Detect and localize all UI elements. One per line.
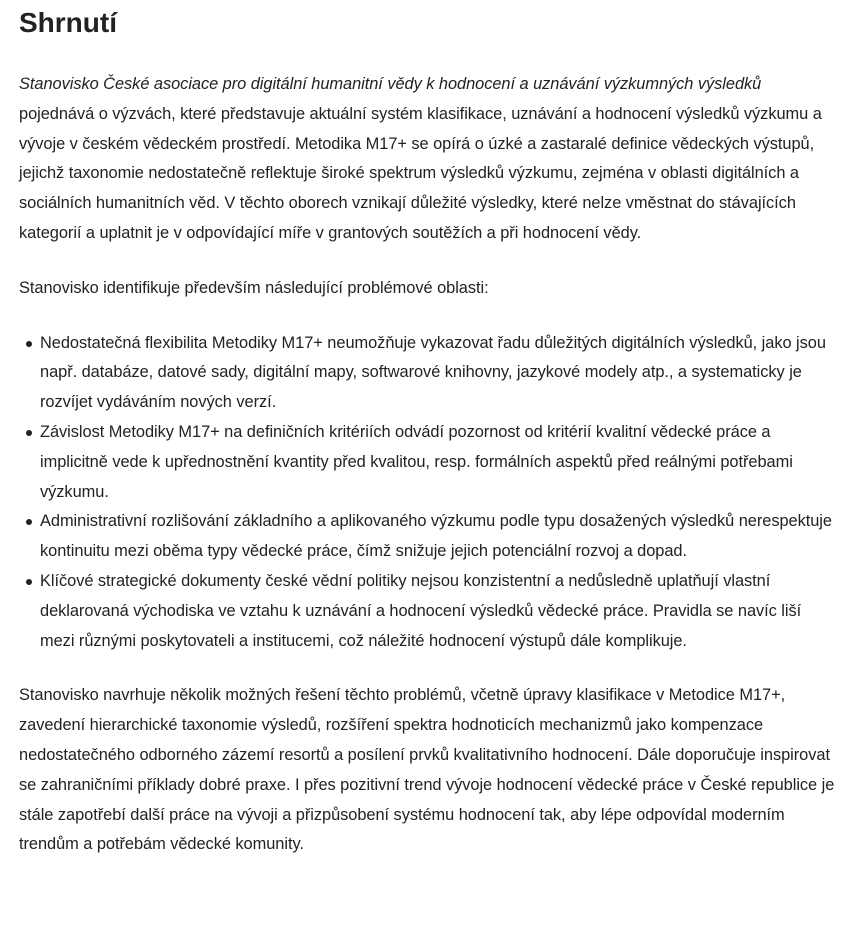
bullet-icon <box>26 519 32 525</box>
list-item-text: Nedostatečná flexibilita Metodiky M17+ neumožňuje vykazovat řadu důležitých digitálních výsledků, jako jsou např. databáze, datové sady, digitální mapy, softwarové knihovny, jazykové modely atp., a systematicky je rozvíjet vydáváním nových verzí. <box>40 333 826 412</box>
list-item-text: Závislost Metodiky M17+ na definičních kritériích odvádí pozornost od kritérií kvalitní vědecké práce a implicitně vede k upřednostnění kvantity před kvalitou, resp. formálních aspektů před reálnými potřebami výzkumu. <box>40 422 793 501</box>
issues-list <box>19 329 837 657</box>
list-item <box>40 507 837 567</box>
intro-document-title: Stanovisko České asociace pro digitální humanitní vědy k hodnocení a uznávání výzkumných výsledků <box>19 75 762 93</box>
intro-paragraph <box>19 70 837 249</box>
summary-section <box>0 6 837 860</box>
bullet-icon <box>26 341 32 347</box>
list-item <box>40 567 837 656</box>
bullet-icon <box>26 579 32 585</box>
intro-text: pojednává o výzvách, které představuje aktuální systém klasifikace, uznávání a hodnocení výsledků výzkumu a vývoje v českém vědeckém prostředí. Metodika M17+ se opírá o úzké a zastaralé definice vědeckých výstupů, jejichž taxonomie nedostatečně reflektuje široké spektrum výsledků výzkumu, zejména v oblasti digitálních a sociálních humanitních věd. V těchto oborech vznikají důležité výsledky, které nelze vměstnat do stávajících kategorií a uplatnit je v odpovídající míře v grantových soutěžích a při hodnocení vědy. <box>19 104 822 242</box>
page-title: Shrnutí <box>19 7 117 38</box>
list-item <box>40 418 837 507</box>
list-item-text: Administrativní rozlišování základního a aplikovaného výzkumu podle typu dosažených výsledků nerespektuje kontinuitu mezi oběma typy vědecké práce, čímž snižuje jejich potenciální rozvoj a dopad. <box>40 512 832 561</box>
bullet-icon <box>26 430 32 436</box>
list-item <box>40 329 837 418</box>
list-item-text: Klíčové strategické dokumenty české vědní politiky nejsou konzistentní a nedůsledně uplatňují vlastní deklarovaná východiska ve vztahu k uznávání a hodnocení výsledků vědecké práce. Pravidla se navíc liší mezi různými poskytovateli a institucemi, což náležité hodnocení výstupů dále komplikuje. <box>40 571 802 650</box>
conclusion-paragraph: Stanovisko navrhuje několik možných řešení těchto problémů, včetně úpravy klasifikace v Metodice M17+, zavedení hierarchické taxonomie výsledů, rozšíření spektra hodnoticích mechanizmů jako kompenzace nedostatečného odborného zázemí resortů a posílení prvků kvalitativního hodnocení. Dále doporučuje inspirovat se zahraničními příklady dobré praxe. I přes pozitivní trend vývoje hodnocení vědecké práce v České republice je stále zapotřebí další práce na vývoji a přizpůsobení systému hodnocení tak, aby lépe odpovídal moderním trendům a potřebám vědecké komunity. <box>19 686 835 854</box>
issues-lead-in: Stanovisko identifikuje především následující problémové oblasti: <box>19 278 489 297</box>
